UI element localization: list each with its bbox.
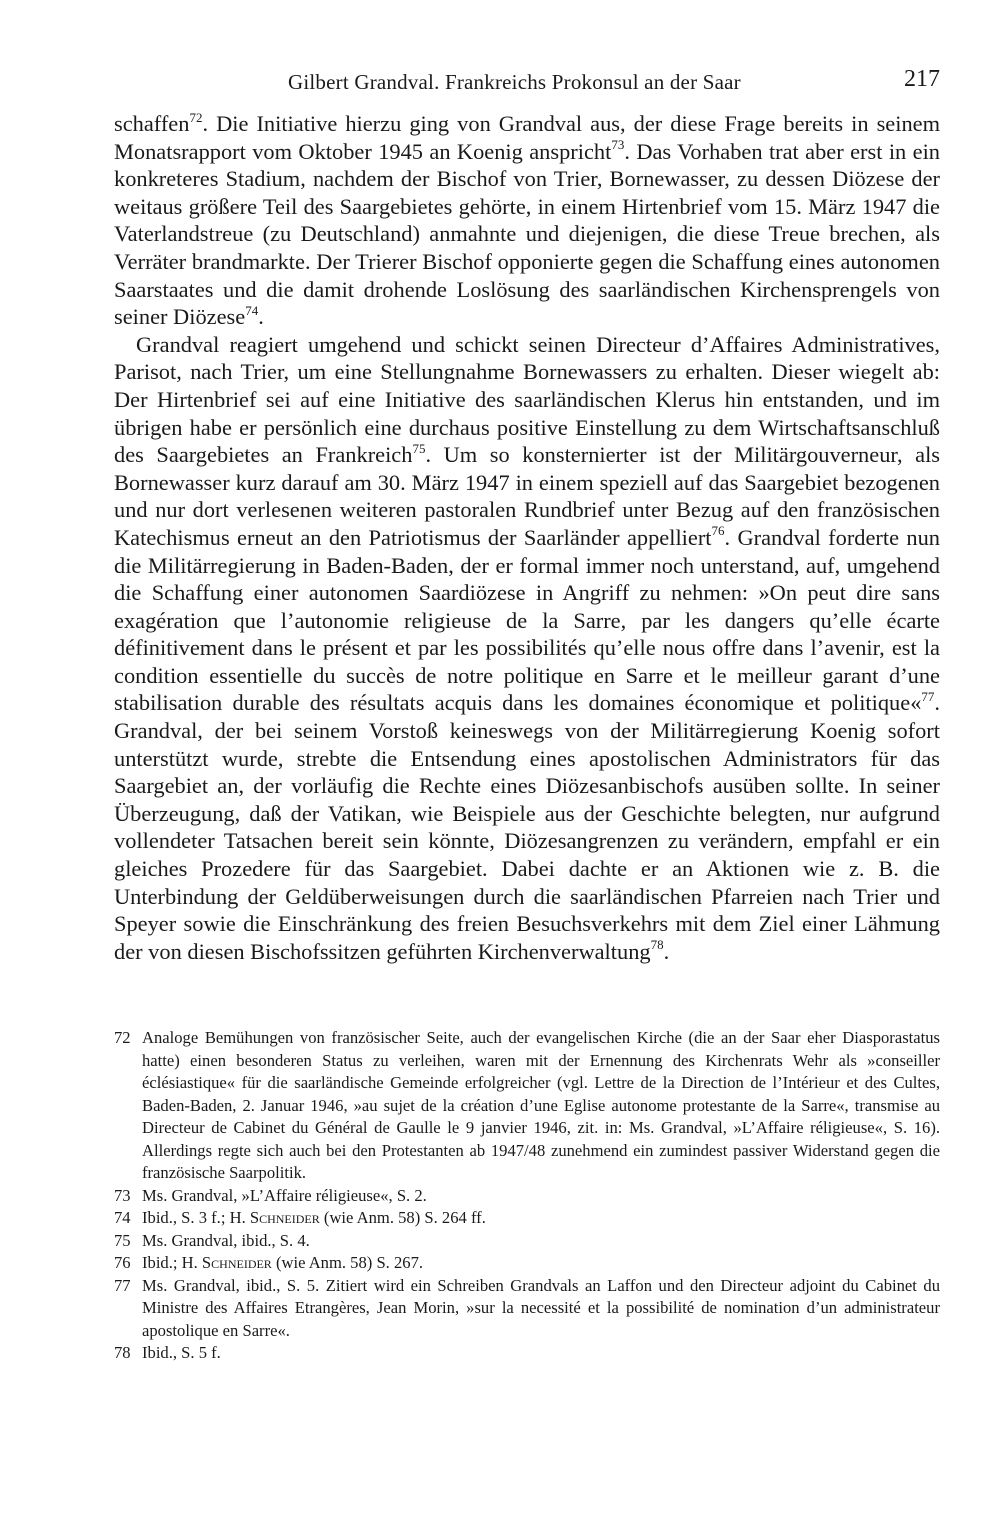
footnote-text-pre: Ibid., S. 3 f.; H. [142,1208,250,1228]
text-run: . Die Initiative hierzu ging von Grandval aus, der diese Frage bereits in seinem Monatsrapport vom Oktober 1945 an Koenig anspricht [114,111,940,164]
footnote-ref-77[interactable]: 77 [921,689,935,704]
footnote-number: 74 [114,1208,131,1228]
footnote-ref-73[interactable]: 73 [611,137,625,153]
footnote-text: Ibid., S. 5 f. [142,1343,221,1363]
text-run: . Grandval, der bei seinem Vorstoß keineswegs von der Militärregierung Koenig sofort unterstützt wurde, strebte die Entsendung eines apostolischen Administrators für das Saargebiet an, der vorläufig die Rechte eines Diözesanbischofs ausüben sollte. In seiner Überzeugung, daß der Vatikan, wie Beispiele aus der Geschichte belegten, nur aufgrund vollendeter Tatsachen bereit sein könnte, Diözesangrenzen zu verändern, empfahl er ein gleiches Prozedere für das Saargebiet. Dabei dachte er an Aktionen wie z. B. die Unterbindung der Geldüberweisungen durch die saarländischen Pfarreien nach Trier und Speyer sowie die Einschränkung des freien Besuchsverkehrs mit dem Ziel einer Lähmung der von diesen Bischofssitzen geführten Kirchenverwaltung [114,690,940,964]
running-title: Gilbert Grandval. Frankreichs Prokonsul an der Saar [288,70,741,94]
footnote-number: 76 [114,1253,131,1273]
main-text [114,110,940,965]
text-run: . Um so konsternierter ist der Militärgouverneur, als Bornewasser kurz darauf am 30. März 1947 in einem speziell auf das Saargebiet bezogenen und nur dort verlesenen weiteren pastoralen Rundbrief unter Bezug auf den französischen Katechismus erneut an den Patriotismus der Saarländer appelliert [114,442,940,550]
footnote-ref-76[interactable]: 76 [711,523,725,539]
text-run: . Das Vorhaben trat aber erst in ein konkreteres Stadium, nachdem der Bischof von Trier, Bornewasser, zu dessen Diözese der weitaus größere Teil des Saargebietes gehörte, in einem Hirtenbrief vom 15. März 1947 die Vaterlandstreue (zu Deutschland) anmahnte und diejenigen, die diese Treue brechen, als Verräter brandmarkte. Der Trierer Bischof opponierte gegen die Schaffung eines autonomen Saarstaates und die damit drohende Loslösung des saarländischen Kirchensprengels von seiner Diözese [114,138,941,330]
text-run: . [258,304,264,330]
book-page [114,60,940,1365]
footnote-number: 77 [114,1275,131,1295]
author-name: Schneider [201,1253,272,1273]
footnote-number: 72 [114,1028,131,1048]
footnote-77 [114,1275,940,1343]
footnote-text [142,1252,940,1275]
footnote-text [142,1207,940,1230]
page-number: 217 [904,66,940,92]
footnote-ref-78[interactable]: 78 [650,937,664,953]
footnote-73 [114,1185,940,1208]
footnote-text: Ms. Grandval, ibid., S. 4. [142,1230,310,1250]
footnote-74 [114,1207,940,1230]
footnote-78 [114,1342,940,1365]
paragraph-2 [114,331,940,966]
footnote-number: 78 [114,1343,131,1363]
footnote-text-post: (wie Anm. 58) S. 267. [271,1253,424,1273]
footnote-text: Ms. Grandval, »L’Affaire réligieuse«, S. 2. [142,1185,427,1205]
footnote-72 [114,1027,940,1185]
footnote-text: Ms. Grandval, ibid., S. 5. Zitiert wird ein Schreiben Grandvals an Laffon und den Directeur adjoint du Cabinet du Ministre des Affaires Etrangères, Jean Morin, »sur la necessité et la possibilité de nomination d’un administrateur apostolique en Sarre«. [142,1275,940,1340]
footnote-ref-72[interactable]: 72 [189,109,203,125]
text-run: . Grandval forderte nun die Militärregierung in Baden-Baden, der er formal immer noch unterstand, auf, umgehend die Schaffung einer autonomen Saardiözese in Angriff zu nehmen: »On peut dire sans exagération que l’autonomie religieuse de la Sarre, par les dangers qu’elle écarte définitivement dans le présent et par les possibilités qu’elle nous offre dans l’avenir, est la condition essentielle du succès de notre politique en Sarre et le meilleur garant d’une stabilisation durable des résultats acquis dans les domaines économique et politique« [114,524,940,716]
footnote-text-pre: Ibid.; H. [142,1253,202,1273]
author-name: Schneider [249,1208,320,1228]
footnote-76 [114,1252,940,1275]
footnote-ref-75[interactable]: 75 [412,440,426,456]
footnote-number: 73 [114,1185,131,1205]
footnote-number: 75 [114,1230,131,1250]
footnote-75 [114,1230,940,1253]
text-run: . [663,938,670,964]
paragraph-1 [114,110,940,331]
footnotes [114,1027,940,1365]
running-head [114,60,940,110]
footnote-text-post: (wie Anm. 58) S. 264 ff. [319,1208,486,1228]
text-run: Grandval reagiert umgehend und schickt seinen Directeur d’Affaires Administratives, Parisot, nach Trier, um eine Stellungnahme Bornewassers zu erhalten. Dieser wiegelt ab: Der Hirtenbrief sei auf eine Initiative des saarländischen Klerus hin entstanden, und im übrigen habe er persönlich eine durchaus positive Einstellung zu dem Wirtschaftsanschluß des Saargebietes an Frankreich [114,331,940,468]
text-run: schaffen [114,111,190,136]
footnote-text: Analoge Bemühungen von französischer Seite, auch der evangelischen Kirche (die an der Saar eher Diasporastatus hatte) einen besonderen Status zu verleihen, waren mit der Ernennung des Kirchenrats Wehr als »conseiller éclésiastique« für die saarländische Gemeinde erfolgreicher (vgl. Lettre de la Direction de l’Intérieur et des Cultes, Baden-Baden, 2. Januar 1946, »au sujet de la création d’une Eglise autonome protestante de la Sarre«, transmise au Directeur de Cabinet du Général de Gaulle le 9 janvier 1946, zit. in: Ms. Grandval, »L’Affaire réligieuse«, S. 16). Allerdings regte sich auch bei den Protestanten ab 1947/48 zunehmend ein zumindest passiver Widerstand gegen die französische Saarpolitik. [142,1028,940,1183]
footnote-ref-74[interactable]: 74 [245,302,259,318]
